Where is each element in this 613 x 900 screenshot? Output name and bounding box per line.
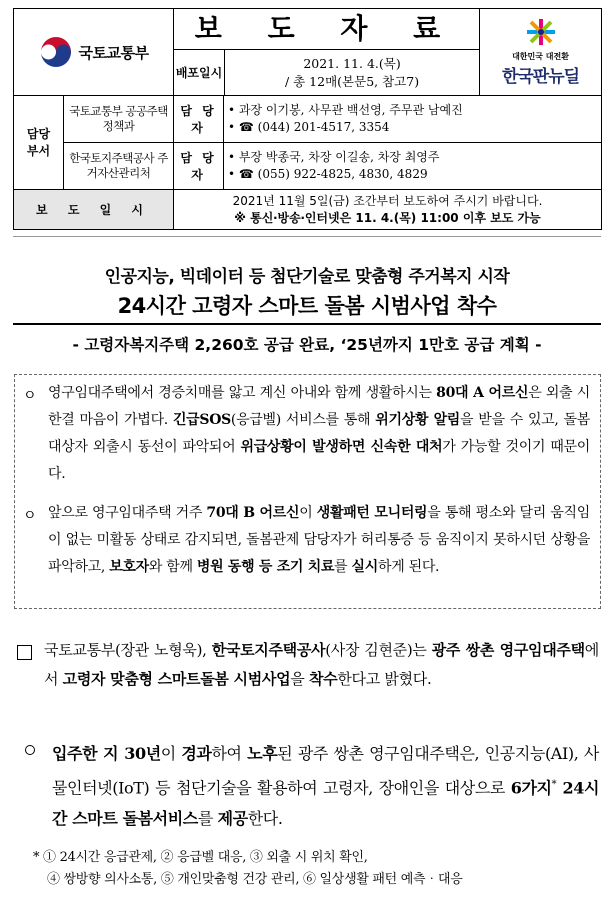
footnote-line-2: ④ 쌍방향 의사소통, ⑤ 개인맞춤형 건강 관리, ⑥ 일상생활 패턴 예측‧대응 — [47, 872, 463, 887]
dist-label: 배포일시 — [174, 50, 225, 95]
newdeal-subtitle: 대한민국 대전환 — [512, 52, 569, 61]
release-label: 보 도 일 시 — [14, 190, 174, 230]
box-bullet-2: ㅇ — [23, 508, 37, 524]
release-info — [174, 190, 602, 230]
org-molit: 국토교통부 공공주택정책과 — [64, 96, 174, 143]
newdeal-star-icon — [519, 17, 563, 47]
footnote-line-1: * ① 24시간 응급관제, ② 응급벨 대응, ③ 외출 시 위치 확인, — [33, 850, 368, 865]
headline-sub: - 고령자복지주택 2,260호 공급 완료, ‘25년까지 1만호 공급 계획 - — [72, 336, 542, 354]
circle-bullet-icon — [25, 745, 35, 755]
dept-label: 담당 부서 — [14, 96, 64, 190]
release-line-2: ※ 통신‧방송‧인터넷은 11. 4.(목) 11:00 이후 보도 가능 — [234, 210, 541, 225]
dist-date: 2021. 11. 4.(목) — [303, 55, 401, 71]
newdeal-logo-cell — [480, 9, 602, 96]
body-paragraph-2: 입주한 지 30년이 경과하여 노후된 광주 쌍촌 영구임대주택은, 인공지능(AI), 사물인터넷(IoT) 등 첨단기술을 활용하여 고령자, 장애인을 대상으로 6가지* 24시간 스마트 돌봄서비스를 제공한다. — [52, 744, 599, 829]
header-table — [13, 8, 602, 230]
contact-info-1 — [224, 96, 602, 143]
contact-info-2 — [224, 143, 602, 190]
contact-label-2: 담 당 자 — [174, 143, 224, 190]
footnote — [33, 847, 603, 891]
divider — [13, 236, 601, 237]
ministry-logo-cell — [14, 9, 174, 96]
newdeal-title: 한국판뉴딜 — [501, 67, 580, 87]
square-bullet-icon — [17, 645, 32, 660]
box-paragraph-2: 앞으로 영구임대주택 거주 70대 B 어르신이 생활패턴 모니터링을 통해 평소와 달리 움직임이 없는 미활동 상태로 감지되면, 돌봄관제 담당자가 허리통증 등 움직이지 못하시던 상황을 파악하고, 보호자와 함께 병원 동행 등 조기 치료를 실시하게 된다. — [48, 505, 590, 575]
org-lh: 한국토지주택공사 주거자산관리처 — [64, 143, 174, 190]
dist-pages: / 총 12매(본문5, 참고7) — [284, 73, 420, 89]
headline-rule — [13, 323, 601, 325]
release-line-1: 2021년 11월 5일(금) 조간부터 보도하여 주시기 바랍니다. — [232, 193, 543, 208]
headline-1: 인공지능, 빅데이터 등 첨단기술로 맞춤형 주거복지 시작 — [104, 267, 510, 287]
headline-2: 24시간 고령자 스마트 돌봄 시범사업 착수 — [117, 294, 497, 318]
contact-phone-2: • ☎ (055) 922-4825, 4830, 4829 — [228, 167, 428, 181]
contact-label-1: 담 당 자 — [174, 96, 224, 143]
contact-phone-1: • ☎ (044) 201-4517, 3354 — [228, 120, 390, 134]
doc-title: 보 도 자 료 — [174, 9, 479, 50]
box-paragraph-1: 영구임대주택에서 경증치매를 앓고 계신 아내와 함께 생활하시는 80대 A 어르신은 외출 시 한결 마음이 가볍다. 긴급SOS(응급벨) 서비스를 통해 위기상황 알림을 받을 수 있고, 돌봄대상자 외출시 동선이 파악되어 위급상황이 발생하면 신속한 대처가 가능할 것이기 때문이다. — [48, 385, 590, 482]
contact-people-1: • 과장 이기봉, 사무관 백선영, 주무관 남예진 — [228, 103, 463, 117]
taegeuk-emblem-icon — [39, 35, 73, 69]
box-bullet-1: ㅇ — [23, 388, 37, 404]
contact-people-2: • 부장 박종국, 차장 이길송, 차장 최영주 — [228, 150, 440, 164]
ministry-name: 국토교통부 — [78, 43, 149, 62]
body-paragraph-1: 국토교통부(장관 노형욱), 한국토지주택공사(사장 김현준)는 광주 쌍촌 영구임대주택에서 고령자 맞춤형 스마트돌봄 시범사업을 착수한다고 밝혔다. — [44, 641, 599, 688]
